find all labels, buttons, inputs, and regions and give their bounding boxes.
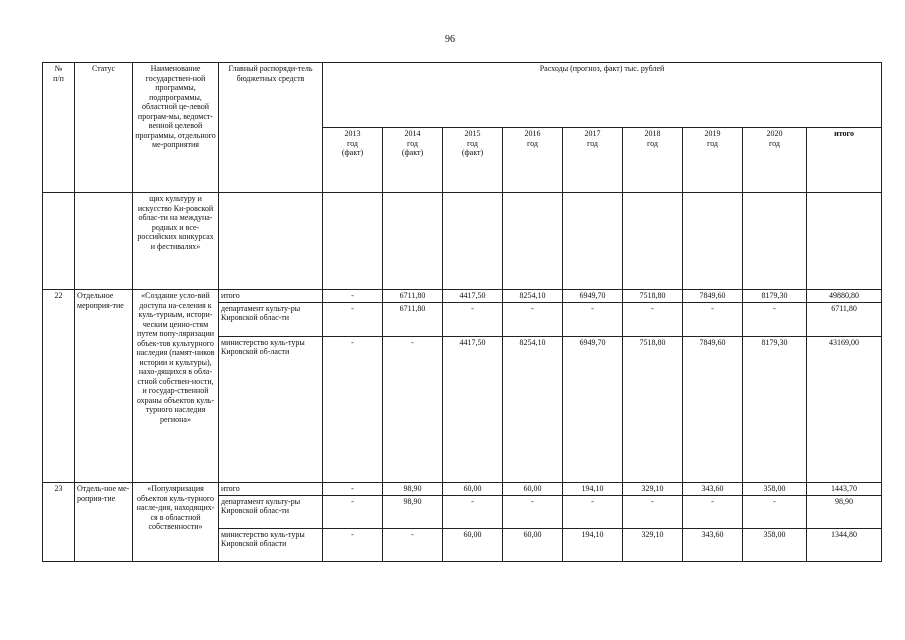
value-cell: - — [503, 495, 563, 528]
value-cell: 8254,10 — [503, 336, 563, 482]
value-cell: - — [323, 483, 383, 496]
value-cell: - — [383, 528, 443, 561]
value-cell: 60,00 — [443, 483, 503, 496]
carry-over-cell — [623, 193, 683, 290]
value-cell: 4417,50 — [443, 336, 503, 482]
header-status: Статус — [75, 63, 133, 193]
value-cell: 343,60 — [683, 483, 743, 496]
value-cell: - — [443, 495, 503, 528]
carry-over-cell — [807, 193, 882, 290]
header-year: 2014 год (факт) — [383, 128, 443, 193]
carry-over-cell — [383, 193, 443, 290]
value-cell: - — [563, 495, 623, 528]
value-cell: 358,00 — [743, 528, 807, 561]
value-cell: - — [623, 302, 683, 336]
value-cell: 98,90 — [383, 483, 443, 496]
carry-over-cell — [503, 193, 563, 290]
total-cell: 43169,00 — [807, 336, 882, 482]
row-status: Отдельное мероприя-тие — [75, 290, 133, 483]
value-cell: 358,00 — [743, 483, 807, 496]
header-year: 2017 год — [563, 128, 623, 193]
row-line-label: итого — [219, 290, 323, 303]
carry-over-cell — [323, 193, 383, 290]
header-chief-administrator: Главный распоряди-тель бюджетных средств — [219, 63, 323, 193]
row-line-label: итого — [219, 483, 323, 496]
total-cell: 49880,80 — [807, 290, 882, 303]
value-cell: 6711,80 — [383, 290, 443, 303]
row-line-label: департамент культу-ры Кировской облас-ти — [219, 302, 323, 336]
value-cell: - — [623, 495, 683, 528]
value-cell: 60,00 — [443, 528, 503, 561]
row-name: «Популяризация объектов куль-турного насле-дия, находящих-ся в областной собственности» — [133, 483, 219, 562]
value-cell: - — [323, 290, 383, 303]
value-cell: 343,60 — [683, 528, 743, 561]
value-cell: 6711,80 — [383, 302, 443, 336]
value-cell: 8254,10 — [503, 290, 563, 303]
page-number: 96 — [445, 34, 455, 45]
value-cell: 6949,70 — [563, 336, 623, 482]
carry-over-cell — [219, 193, 323, 290]
value-cell: - — [323, 336, 383, 482]
value-cell: 329,10 — [623, 483, 683, 496]
row-status: Отдель-ное ме-роприя-тие — [75, 483, 133, 562]
table-row — [43, 290, 882, 303]
total-cell: 6711,80 — [807, 302, 882, 336]
row-line-label: министерство куль-туры Кировской об-ласти — [219, 336, 323, 482]
carry-over-status — [75, 193, 133, 290]
value-cell: - — [563, 302, 623, 336]
value-cell: - — [683, 302, 743, 336]
value-cell: 7518,80 — [623, 336, 683, 482]
value-cell: - — [443, 302, 503, 336]
value-cell: 60,00 — [503, 483, 563, 496]
value-cell: - — [503, 302, 563, 336]
header-name: Наименование государствен-ной программы, подпрограммы, областной це-левой програм-мы, ведомст-венной целевой программы, отдельного ме-роприятия — [133, 63, 219, 193]
header-year: 2013 год (факт) — [323, 128, 383, 193]
header-year: 2015 год (факт) — [443, 128, 503, 193]
value-cell: 7518,80 — [623, 290, 683, 303]
row-num: 22 — [43, 290, 75, 483]
header-num: № п/п — [43, 63, 75, 193]
value-cell: - — [323, 528, 383, 561]
total-cell: 98,90 — [807, 495, 882, 528]
carry-over-row — [43, 193, 882, 290]
value-cell: - — [323, 302, 383, 336]
value-cell: - — [323, 495, 383, 528]
row-line-label: департамент культу-ры Кировской облас-ти — [219, 495, 323, 528]
value-cell: 4417,50 — [443, 290, 503, 303]
value-cell: - — [743, 302, 807, 336]
value-cell: - — [383, 336, 443, 482]
row-name: «Создание усло-вий доступа на-селения к куль-турным, истори-ческим ценно-стям путем попу-ляризации объек-тов культурного наследия (памят-ников истории и культуры), нахо-дящихся в обла-стной собствен-ности, и государ-ственной охраны объектов куль-турного наследия региона» — [133, 290, 219, 483]
row-num: 23 — [43, 483, 75, 562]
header-year: 2018 год — [623, 128, 683, 193]
value-cell: 8179,30 — [743, 290, 807, 303]
value-cell: 329,10 — [623, 528, 683, 561]
header-total: итого — [807, 128, 882, 193]
value-cell: 98,90 — [383, 495, 443, 528]
budget-table — [42, 62, 882, 562]
value-cell: 7849,60 — [683, 290, 743, 303]
value-cell: 6949,70 — [563, 290, 623, 303]
value-cell: 194,10 — [563, 483, 623, 496]
carry-over-cell — [443, 193, 503, 290]
row-line-label: министерство куль-туры Кировской области — [219, 528, 323, 561]
carry-over-cell — [683, 193, 743, 290]
value-cell: - — [743, 495, 807, 528]
header-expenses: Расходы (прогноз, факт) тыс. рублей — [323, 63, 882, 128]
table-row — [43, 483, 882, 496]
carry-over-num — [43, 193, 75, 290]
total-cell: 1443,70 — [807, 483, 882, 496]
value-cell: 8179,30 — [743, 336, 807, 482]
carry-over-cell — [743, 193, 807, 290]
value-cell: - — [683, 495, 743, 528]
carry-over-cell — [563, 193, 623, 290]
total-cell: 1344,80 — [807, 528, 882, 561]
value-cell: 194,10 — [563, 528, 623, 561]
value-cell: 60,00 — [503, 528, 563, 561]
carry-over-name: щих культуру и искусство Ки-ровской облас-ти на междуна-родных и все-российских конкурсах и фестивалях» — [133, 193, 219, 290]
header-year: 2019 год — [683, 128, 743, 193]
header-year: 2020 год — [743, 128, 807, 193]
header-year: 2016 год — [503, 128, 563, 193]
value-cell: 7849,60 — [683, 336, 743, 482]
